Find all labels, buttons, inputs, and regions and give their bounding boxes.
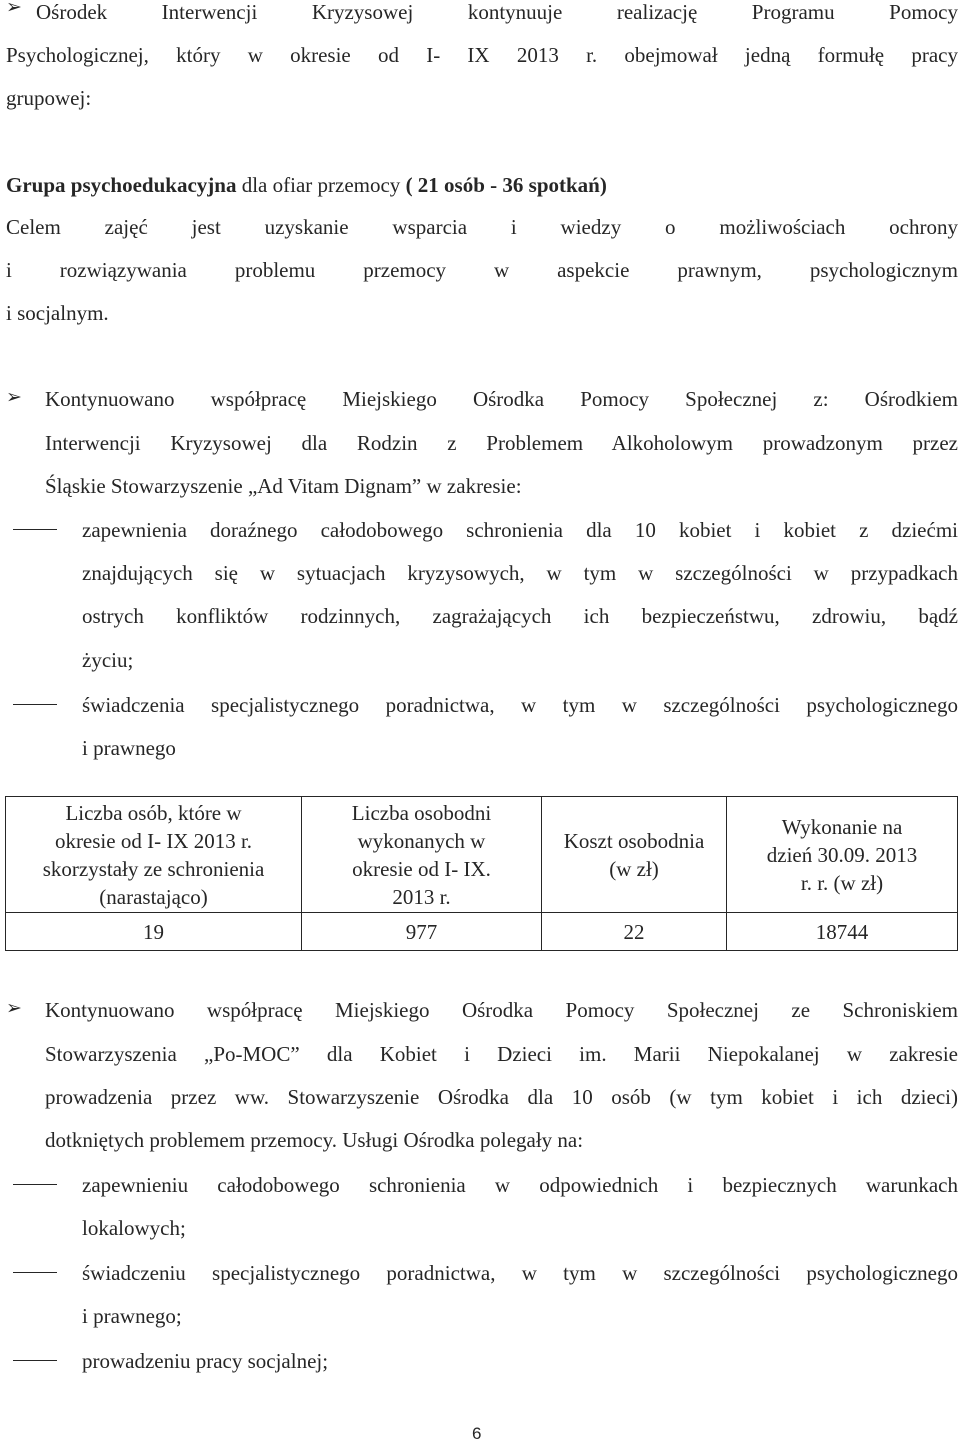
- table-row: [6, 913, 958, 951]
- group-heading-count: ( 21 osób - 36 spotkań): [405, 173, 607, 197]
- section2-line: Interwencji Kryzysowej dla Rodzin z Problemem Alkoholowym prowadzonym przez: [45, 431, 958, 455]
- intro-line: Psychologicznej, który w okresie od I- IX 2013 r. obejmował jedną formułę pracy: [6, 43, 958, 67]
- group-heading-bold: Grupa psychoedukacyjna: [6, 173, 237, 197]
- table-cell: 19: [6, 913, 302, 951]
- table-header-cell: Liczba osobodni wykonanych w okresie od I- IX. 2013 r.: [302, 797, 542, 913]
- arrow-bullet-icon: ➢: [6, 0, 22, 18]
- arrow-bullet-icon: ➢: [6, 387, 22, 408]
- section3-line: dotkniętych problemem przemocy. Usługi Ośrodka polegały na:: [45, 1128, 584, 1152]
- table-header-cell: Liczba osób, które w okresie od I- IX 2013 r. skorzystały ze schronienia (narastająco): [6, 797, 302, 913]
- section3-dash1-line: lokalowych;: [82, 1216, 186, 1240]
- dash-bullet-icon: [13, 704, 57, 705]
- table-header-cell: Wykonanie na dzień 30.09. 2013 r. r. (w zł): [727, 797, 958, 913]
- section2-dash1-line: zapewnienia doraźnego całodobowego schronienia dla 10 kobiet i kobiet z dziećmi: [82, 518, 958, 542]
- group-line: i rozwiązywania problemu przemocy w aspekcie prawnym, psychologicznym: [6, 258, 958, 282]
- table-header-row: [6, 797, 958, 913]
- section3-dash2-line: świadczeniu specjalistycznego poradnictwa, w tym w szczególności psychologicznego: [82, 1261, 958, 1285]
- page-number: 6: [472, 1424, 482, 1443]
- table-cell: 977: [302, 913, 542, 951]
- section3-dash3-line: prowadzeniu pracy socjalnej;: [82, 1349, 329, 1373]
- section2-dash1-line: ostrych konfliktów rodzinnych, zagrażających ich bezpieczeństwu, zdrowiu, bądź: [82, 604, 958, 628]
- section2-dash1-line: znajdujących się w sytuacjach kryzysowych, w tym w szczególności w przypadkach: [82, 561, 958, 585]
- intro-line: Ośrodek Interwencji Kryzysowej kontynuuje realizację Programu Pomocy: [36, 0, 958, 24]
- arrow-bullet-icon: ➢: [6, 998, 22, 1019]
- group-line: Celem zajęć jest uzyskanie wsparcia i wiedzy o możliwościach ochrony: [6, 215, 958, 239]
- group-line: i socjalnym.: [6, 301, 109, 325]
- section2-dash2-line: i prawnego: [82, 736, 176, 760]
- section3-line: prowadzenia przez ww. Stowarzyszenie Ośrodka dla 10 osób (w tym kobiet i ich dzieci): [45, 1085, 958, 1109]
- group-heading: [6, 170, 607, 200]
- section3-line: Stowarzyszenia „Po-MOC” dla Kobiet i Dzieci im. Marii Niepokalanej w zakresie: [45, 1042, 958, 1066]
- section2-line: Kontynuowano współpracę Miejskiego Ośrodka Pomocy Społecznej z: Ośrodkiem: [45, 387, 958, 411]
- dash-bullet-icon: [13, 529, 57, 530]
- section2-dash2-line: świadczenia specjalistycznego poradnictwa, w tym w szczególności psychologicznego: [82, 693, 958, 717]
- dash-bullet-icon: [13, 1184, 57, 1185]
- shelter-stats-table: [5, 796, 958, 951]
- section3-dash2-line: i prawnego;: [82, 1304, 182, 1328]
- dash-bullet-icon: [13, 1272, 57, 1273]
- table-header-cell: Koszt osobodnia (w zł): [542, 797, 727, 913]
- dash-bullet-icon: [13, 1360, 57, 1361]
- group-heading-text: dla ofiar przemocy: [236, 173, 406, 197]
- section2-dash1-line: życiu;: [82, 648, 134, 672]
- section3-dash1-line: zapewnieniu całodobowego schronienia w odpowiednich i bezpiecznych warunkach: [82, 1173, 958, 1197]
- intro-line: grupowej:: [6, 86, 92, 110]
- table-cell: 22: [542, 913, 727, 951]
- section2-line: Śląskie Stowarzyszenie „Ad Vitam Dignam” w zakresie:: [45, 474, 522, 498]
- section3-line: Kontynuowano współpracę Miejskiego Ośrodka Pomocy Społecznej ze Schroniskiem: [45, 998, 958, 1022]
- table-cell: 18744: [727, 913, 958, 951]
